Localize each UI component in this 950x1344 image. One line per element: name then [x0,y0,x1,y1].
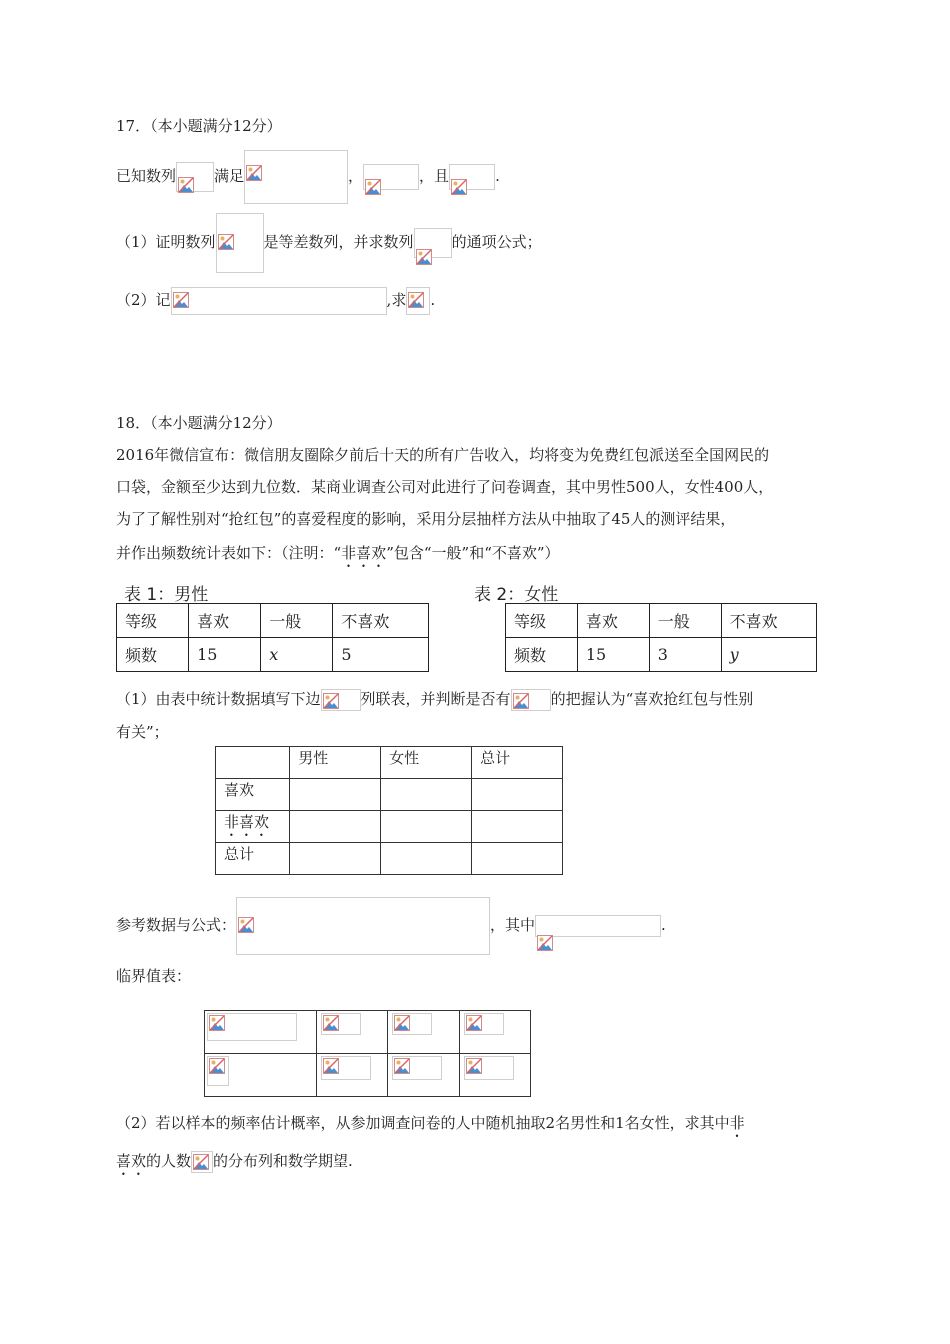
table1-cell: 15 [189,638,261,672]
formula-image-an [414,228,452,258]
formula-image-n [535,915,661,937]
formula-image-p-value [464,1013,504,1035]
broken-image-icon [323,1058,339,1074]
q17-part1-text-c: 的通项公式； [451,233,542,251]
contingency-cell [216,747,290,779]
formula-image-condition [449,164,495,190]
table1-cell: 5 [333,638,429,672]
contingency-empty-cell [472,811,563,843]
q18-para-3: 为了了解性别对“抢红包”的喜爱程度的影响，采用分层抽样方法从中抽取了45人的测评结果， [116,510,736,528]
q18-note-text-a: 并作出频数统计表如下：（注明：“ [116,544,342,562]
broken-image-icon [466,1015,482,1031]
q18-note-text-c: ”包含“一般”和“不喜欢”） [386,544,560,562]
table1-cell: x [261,638,333,672]
critical-cell [317,1011,388,1054]
contingency-table [215,746,563,875]
contingency-empty-cell [290,843,381,875]
q18-part1 [116,686,753,712]
table1-male [116,603,429,672]
q18-part2-emphasis-cont: 喜欢 [116,1152,147,1170]
critical-row-p [205,1011,531,1054]
q18-note [116,543,560,571]
formula-image-bn [171,287,387,315]
broken-image-icon [416,230,432,246]
q17-text-c: ， [348,167,364,185]
contingency-empty-cell [472,779,563,811]
table1-cell: 不喜欢 [333,604,429,638]
formula-image-sequence [176,162,214,192]
critical-cell [205,1054,317,1097]
table1-cell: 频数 [117,638,189,672]
q17-header: 17．（本小题满分12分） [116,117,282,135]
contingency-empty-cell [290,779,381,811]
table1-cell: 喜欢 [189,604,261,638]
table1-caption: 表 1：男性 [124,585,209,605]
contingency-cell: 女性 [381,747,472,779]
q18-ref-text-a: 参考数据与公式： [116,916,237,934]
broken-image-icon [537,917,553,933]
critical-cell [459,1011,530,1054]
q18-part2 [116,1113,745,1141]
broken-image-icon [513,691,529,707]
q18-header: 18．（本小题满分12分） [116,414,282,432]
critical-cell [317,1054,388,1097]
broken-image-icon [365,166,381,182]
table1-header-row [117,604,429,638]
table2-cell: 喜欢 [577,604,649,638]
broken-image-icon [451,166,467,182]
q17-part2-text-a: （2）记 [116,291,171,309]
table1-cell: 一般 [261,604,333,638]
critical-row-k [205,1054,531,1097]
formula-image-p [207,1013,297,1041]
q18-part2-text-d: 的人数 [146,1152,192,1170]
q17-part1-text-b: 是等差数列，并求数列 [263,233,414,251]
q18-part2-emphasis: 非 [729,1114,745,1132]
table2-header-row [506,604,817,638]
broken-image-icon [323,691,339,707]
broken-image-icon [238,899,254,915]
formula-image-p-value [392,1013,432,1035]
formula-image-k-value [321,1056,371,1080]
table2-cell: 一般 [649,604,721,638]
q18-note-emphasis: 非喜欢 [341,544,387,562]
q18-ref [116,896,666,954]
broken-image-icon [394,1015,410,1031]
contingency-cell: 男性 [290,747,381,779]
broken-image-icon [178,164,194,180]
contingency-empty-cell [381,811,472,843]
critical-label: 临界值表： [116,967,192,985]
broken-image-icon [218,215,234,231]
critical-cell [459,1054,530,1097]
q18-part1-text-b: 列联表，并判断是否有 [360,690,511,708]
contingency-header-row [216,747,563,779]
contingency-row-label [216,811,290,843]
critical-cell [388,1011,459,1054]
q17-line1 [116,150,500,198]
q17-part2-text-c: . [430,291,436,309]
contingency-row [216,843,563,875]
critical-cell [388,1054,459,1097]
q18-part2-text-e: 的分布列和数学期望. [213,1152,353,1170]
contingency-row [216,811,563,843]
table2-cell: 不喜欢 [721,604,816,638]
broken-image-icon [193,1153,209,1169]
q18-ref-text-c: . [661,916,666,934]
broken-image-icon [408,289,424,305]
q18-part2-text-a: （2）若以样本的频率估计概率，从参加调查问卷的人中随机抽取2名男性和1名女性，求其中 [116,1114,730,1132]
table2-cell: 等级 [506,604,578,638]
broken-image-icon [323,1015,339,1031]
formula-image-a1 [363,164,419,190]
table2-female [505,603,817,672]
broken-image-icon [466,1058,482,1074]
q17-text-e: . [495,167,500,185]
table2-cell: y [721,638,816,672]
broken-image-icon [173,289,189,305]
table2-cell: 频数 [506,638,578,672]
contingency-row-label: 喜欢 [216,779,290,811]
contingency-row-label: 总计 [216,843,290,875]
q18-part1-text-a: （1）由表中统计数据填写下边 [116,690,321,708]
formula-image-sn [406,287,430,315]
q17-part1-text-a: （1）证明数列 [116,233,216,251]
q18-para-1: 2016年微信宣布：微信朋友圈除夕前后十天的所有广告收入，均将变为免费红包派送至全国网民的 [116,446,770,464]
table1-data-row [117,638,429,672]
formula-image-recurrence [244,150,348,204]
q17-part2-text-b: ,求 [386,291,407,309]
critical-value-table [204,1010,531,1097]
formula-image-2x2 [321,689,361,711]
q17-text-b: 满足 [214,167,245,185]
formula-image-confidence [511,689,551,711]
formula-image-p-value [321,1013,361,1035]
formula-image-k-value [464,1056,514,1080]
table2-cell: 15 [577,638,649,672]
formula-image-derived-sequence [216,213,264,273]
formula-image-X [191,1151,213,1173]
contingency-row [216,779,563,811]
formula-image-k-value [392,1056,442,1080]
formula-image-k0 [207,1056,229,1086]
q18-para-2: 口袋，金额至少达到九位数．某商业调查公司对此进行了问卷调查，其中男性500人，女性400人， [116,478,774,496]
q17-part2 [116,286,435,314]
table1-cell: 等级 [117,604,189,638]
contingency-empty-cell [290,811,381,843]
contingency-cell: 总计 [472,747,563,779]
table2-cell: 3 [649,638,721,672]
q18-part2-cont [116,1149,353,1173]
broken-image-icon [394,1058,410,1074]
q18-part1-cont: 有关”； [116,723,169,741]
table2-caption: 表 2：女性 [474,585,559,605]
critical-cell [205,1011,317,1054]
q18-part1-text-c: 的把握认为“喜欢抢红包与性别 [550,690,754,708]
contingency-empty-cell [381,779,472,811]
table2-data-row [506,638,817,672]
broken-image-icon [246,152,262,168]
broken-image-icon [209,1058,225,1074]
q17-text-a: 已知数列 [116,167,177,185]
contingency-row-label-text: 非喜欢 [224,813,270,831]
contingency-empty-cell [381,843,472,875]
formula-image-k2 [236,897,490,955]
broken-image-icon [209,1015,225,1031]
q18-ref-text-b: ，其中 [490,916,536,934]
contingency-empty-cell [472,843,563,875]
q17-part1 [116,212,542,272]
q17-text-d: ，且 [419,167,450,185]
